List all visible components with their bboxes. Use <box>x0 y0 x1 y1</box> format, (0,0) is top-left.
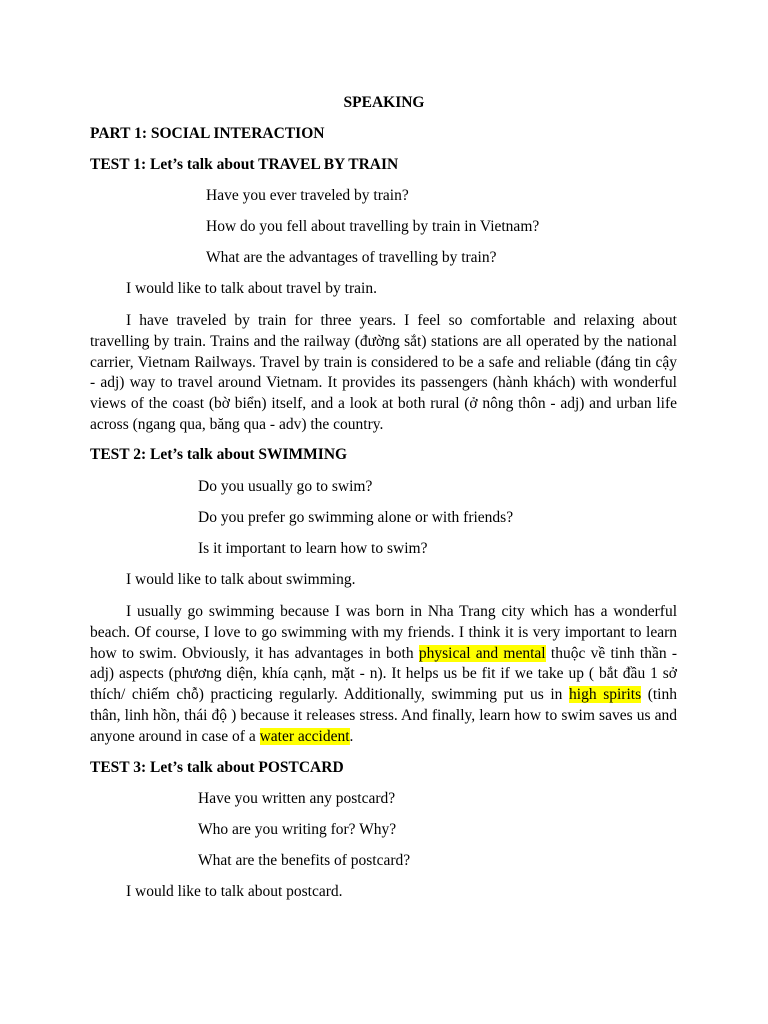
answer-text: (tinh thân, linh hồn, thái độ ) because it releases stress. And finally, learn how to swim saves us and anyone around in case of a <box>90 686 677 745</box>
test2-heading: TEST 2: Let’s talk about SWIMMING <box>90 446 348 463</box>
test3-intro: I would like to talk about postcard. <box>126 883 343 900</box>
test1-heading: TEST 1: Let’s talk about TRAVEL BY TRAIN <box>90 156 399 173</box>
doc-title: SPEAKING <box>343 94 425 111</box>
test3-question-2: Who are you writing for? Why? <box>198 821 397 838</box>
answer-text: thuộc về tinh thần - adj) aspects (phương diện, khía cạnh, mặt - n). It helps us be fit if we take up ( bắt đầu 1 sở thích/ chiếm chỗ) practicing regularly. Additionally, swimming put us in <box>90 644 678 704</box>
test3-heading: TEST 3: Let’s talk about POSTCARD <box>90 759 344 776</box>
test2-answer <box>90 602 677 748</box>
test2-question-2: Do you prefer go swimming alone or with friends? <box>198 509 514 526</box>
test2-question-1: Do you usually go to swim? <box>198 478 373 495</box>
part-heading: PART 1: SOCIAL INTERACTION <box>90 125 325 142</box>
test2-intro: I would like to talk about swimming. <box>126 571 356 588</box>
test1-question-3: What are the advantages of travelling by train? <box>206 249 497 266</box>
highlighted-phrase: water accident <box>259 727 350 745</box>
test1-question-2: How do you fell about travelling by train in Vietnam? <box>206 218 540 235</box>
answer-text: I usually go swimming because I was born in Nha Trang city which has a wonderful beach. Of course, I love to go swimming with my friends. I think it is very important to learn how to swim. Obviously, it has advantages in both <box>90 603 677 662</box>
answer-text: . <box>349 727 354 745</box>
test3-question-3: What are the benefits of postcard? <box>198 852 411 869</box>
test1-answer: I have traveled by train for three years. I feel so comfortable and relaxing about travelling by train. Trains and the railway (đường sắt) stations are all operated by the national carrier, Vietnam Railways. Travel by train is considered to be a safe and reliable (đáng tin cậy - adj) way to travel around Vietnam. It provides its passengers (hành khách) with wonderful views of the coast (bờ biển) itself, and a look at both rural (ở nông thôn - adj) and urban life across (ngang qua, băng qua - adv) the country. <box>90 312 677 433</box>
test3-question-1: Have you written any postcard? <box>198 790 396 807</box>
test1-question-1: Have you ever traveled by train? <box>206 187 409 204</box>
highlighted-phrase: physical and mental <box>418 644 546 662</box>
test1-intro: I would like to talk about travel by train. <box>126 280 377 297</box>
test2-question-3: Is it important to learn how to swim? <box>198 540 428 557</box>
highlighted-phrase: high spirits <box>569 686 642 704</box>
